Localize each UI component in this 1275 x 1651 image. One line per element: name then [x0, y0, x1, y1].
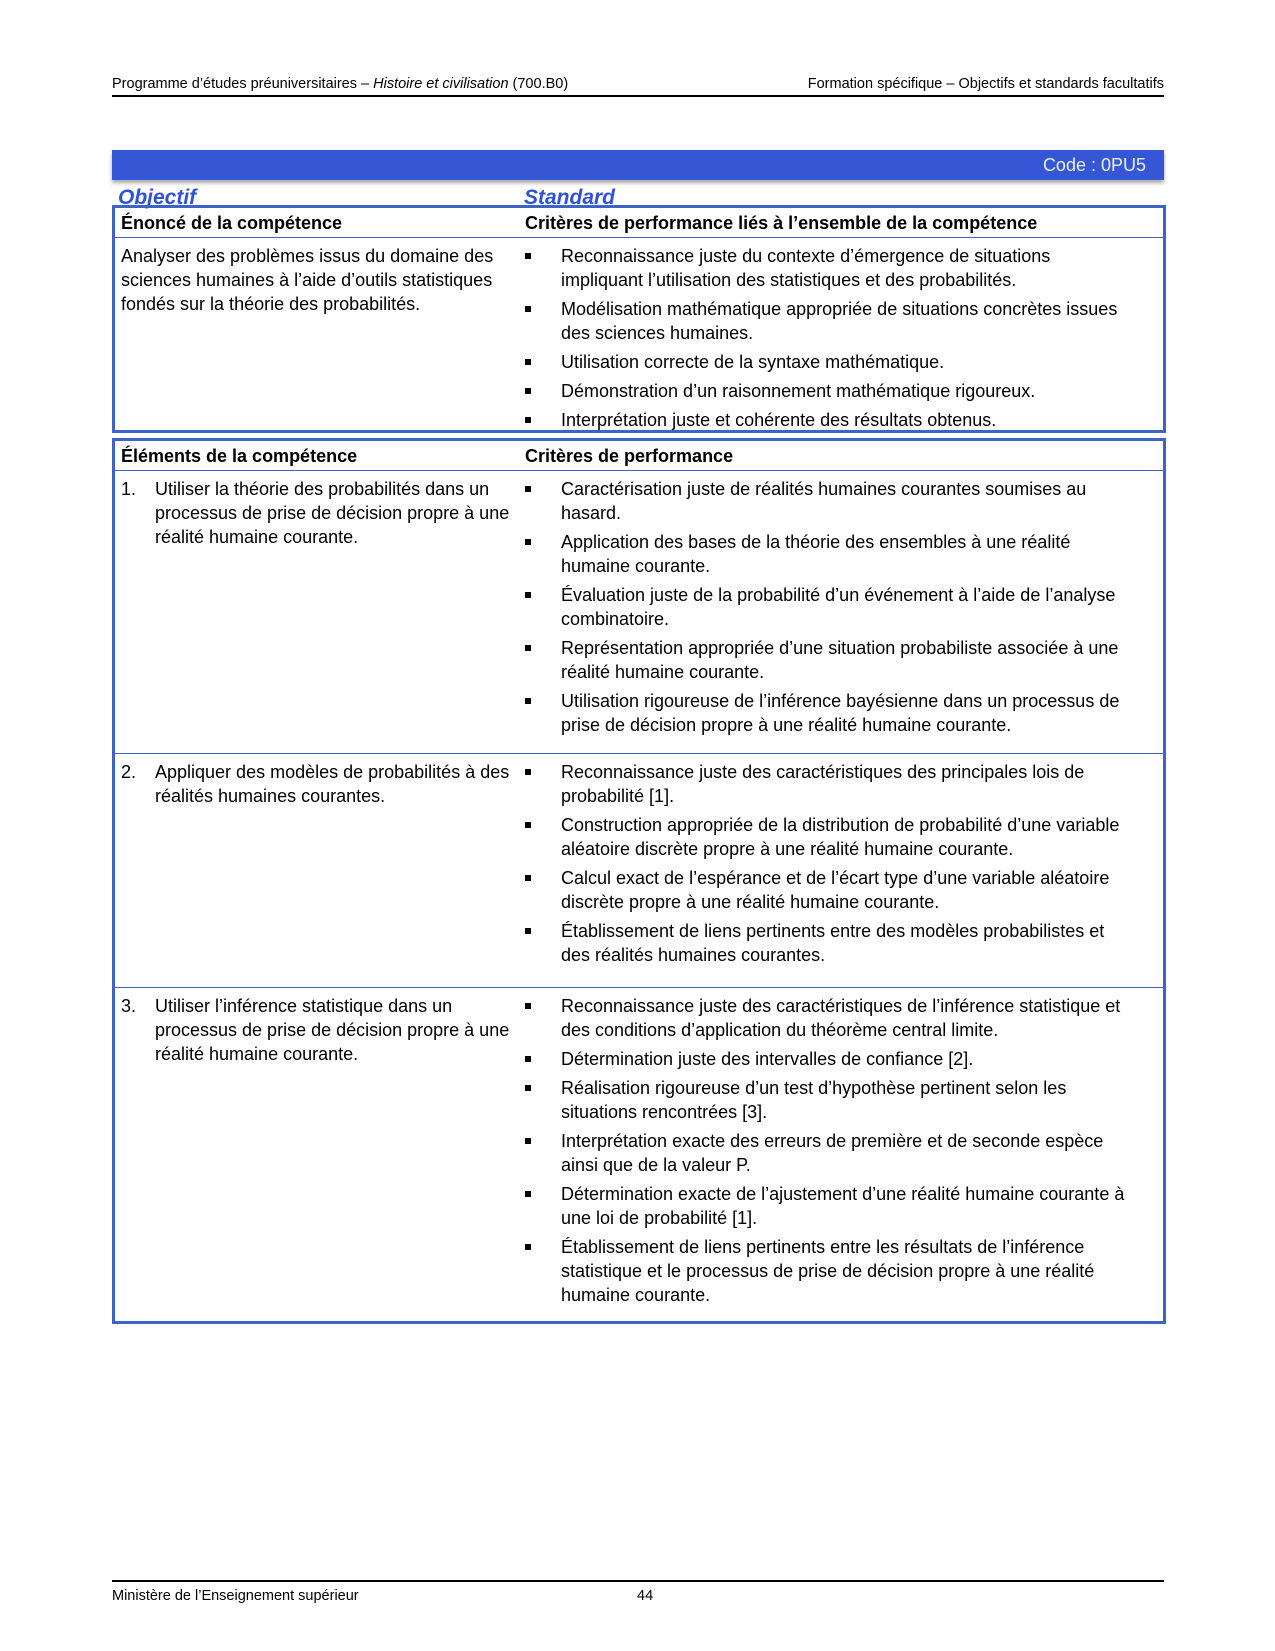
criterion-item [525, 866, 1127, 914]
criterion-item [525, 477, 1127, 525]
bullet-icon [525, 417, 531, 423]
criterion-text: Reconnaissance juste du contexte d’émergence de situations impliquant l’utilisation des statistiques et des probabilités. [561, 246, 1051, 290]
enonce-header-row [115, 208, 1163, 238]
criterion-item [525, 350, 1127, 374]
element-text: Utiliser l’inférence statistique dans un processus de prise de décision propre à une réalité humaine courante. [155, 996, 510, 1064]
code-banner [112, 150, 1164, 180]
enonce-text: Analyser des problèmes issus du domaine des sciences humaines à l’aide d’outils statistiques fondés sur la théorie des probabilités. [121, 246, 494, 314]
criterion-item [525, 636, 1127, 684]
bullet-icon [525, 1138, 531, 1144]
element-criteria [525, 994, 1127, 1312]
bullet-icon [525, 698, 531, 704]
enonce-criteria-header: Critères de performance liés à l’ensemble de la compétence [525, 213, 1038, 233]
bullet-icon [525, 253, 531, 259]
element-criteria [525, 477, 1127, 742]
elements-header: Éléments de la compétence [121, 446, 358, 466]
element-row-2 [115, 753, 1163, 987]
element-number: 1. [121, 479, 137, 499]
bullet-icon [525, 592, 531, 598]
criterion-text: Évaluation juste de la probabilité d’un événement à l’aide de l’analyse combinatoire. [561, 585, 1116, 629]
criterion-text: Réalisation rigoureuse d’un test d’hypothèse pertinent selon les situations rencontrées [3]. [561, 1078, 1067, 1122]
criterion-text: Interprétation exacte des erreurs de première et de seconde espèce ainsi que de la valeur P. [561, 1131, 1104, 1175]
criterion-item [525, 1129, 1127, 1177]
criterion-item [525, 408, 1127, 432]
header-section-title: Formation spécifique – Objectifs et standards facultatifs [807, 76, 1164, 92]
element-row-3 [115, 987, 1163, 1318]
page-number: 44 [637, 1588, 654, 1604]
header-program-title: Programme d’études préuniversitaires – Histoire et civilisation (700.B0) [112, 76, 569, 92]
competence-code: Code : 0PU5 [1042, 155, 1146, 175]
criterion-text: Détermination exacte de l’ajustement d’une réalité humaine courante à une loi de probabilité [1]. [561, 1184, 1125, 1228]
criterion-text: Interprétation juste et cohérente des résultats obtenus. [561, 410, 997, 430]
criterion-text: Représentation appropriée d’une situation probabiliste associée à une réalité humaine courante. [561, 638, 1119, 682]
criterion-item [525, 1047, 1127, 1071]
criterion-text: Détermination juste des intervalles de confiance [2]. [561, 1049, 974, 1069]
criterion-text: Reconnaissance juste des caractéristiques de l’inférence statistique et des conditions d’application du théorème central limite. [561, 996, 1121, 1040]
bullet-icon [525, 539, 531, 545]
bullet-icon [525, 1085, 531, 1091]
page-footer [112, 1580, 1164, 1604]
standard-heading: Standard [524, 186, 616, 209]
criterion-text: Modélisation mathématique appropriée de situations concrètes issues des sciences humaines. [561, 299, 1118, 343]
enonce-row [115, 238, 1163, 428]
enonce-header: Énoncé de la compétence [121, 213, 343, 233]
footer-ministry: Ministère de l’Enseignement supérieur [112, 1588, 359, 1604]
element-row-1 [115, 471, 1163, 753]
criterion-text: Établissement de liens pertinents entre les résultats de l’inférence statistique et le processus de prise de décision propre à une réalité humaine courante. [561, 1237, 1095, 1305]
criterion-text: Application des bases de la théorie des ensembles à une réalité humaine courante. [561, 532, 1071, 576]
criterion-item [525, 1182, 1127, 1230]
elements-header-row [115, 441, 1163, 471]
criterion-text: Construction appropriée de la distribution de probabilité d’une variable aléatoire discrète propre à une réalité humaine courante. [561, 815, 1120, 859]
criterion-item [525, 244, 1127, 292]
element-text: Appliquer des modèles de probabilités à des réalités humaines courantes. [155, 762, 510, 806]
element-number: 3. [121, 996, 137, 1016]
bullet-icon [525, 1191, 531, 1197]
criterion-item [525, 379, 1127, 403]
bullet-icon [525, 875, 531, 881]
element-number: 2. [121, 762, 137, 782]
criterion-text: Utilisation rigoureuse de l’inférence bayésienne dans un processus de prise de décision propre à une réalité humaine courante. [561, 691, 1120, 735]
criterion-item [525, 689, 1127, 737]
bullet-icon [525, 822, 531, 828]
elements-box [112, 438, 1166, 1324]
criterion-text: Utilisation correcte de la syntaxe mathématique. [561, 352, 945, 372]
criterion-item [525, 297, 1127, 345]
criterion-text: Calcul exact de l’espérance et de l’écart type d’une variable aléatoire discrète propre à une réalité humaine courante. [561, 868, 1110, 912]
bullet-icon [525, 1003, 531, 1009]
criterion-item [525, 919, 1127, 967]
bullet-icon [525, 769, 531, 775]
criterion-item [525, 760, 1127, 808]
criterion-item [525, 1235, 1127, 1307]
bullet-icon [525, 388, 531, 394]
element-text: Utiliser la théorie des probabilités dans un processus de prise de décision propre à une réalité humaine courante. [155, 479, 510, 547]
element-criteria [525, 760, 1127, 972]
elements-criteria-header: Critères de performance [525, 446, 734, 466]
criterion-item [525, 530, 1127, 578]
bullet-icon [525, 928, 531, 934]
page-header [112, 76, 1164, 97]
bullet-icon [525, 486, 531, 492]
bullet-icon [525, 306, 531, 312]
bullet-icon [525, 359, 531, 365]
criterion-item [525, 583, 1127, 631]
enonce-criteria [525, 244, 1127, 437]
bullet-icon [525, 1244, 531, 1250]
criterion-item [525, 1076, 1127, 1124]
bullet-icon [525, 645, 531, 651]
enonce-box [112, 205, 1166, 433]
criterion-item [525, 813, 1127, 861]
criterion-text: Démonstration d’un raisonnement mathématique rigoureux. [561, 381, 1036, 401]
objectif-heading: Objectif [118, 186, 197, 209]
criterion-text: Reconnaissance juste des caractéristiques des principales lois de probabilité [1]. [561, 762, 1085, 806]
criterion-text: Établissement de liens pertinents entre des modèles probabilistes et des réalités humaines courantes. [561, 921, 1105, 965]
criterion-item [525, 994, 1127, 1042]
bullet-icon [525, 1056, 531, 1062]
criterion-text: Caractérisation juste de réalités humaines courantes soumises au hasard. [561, 479, 1087, 523]
